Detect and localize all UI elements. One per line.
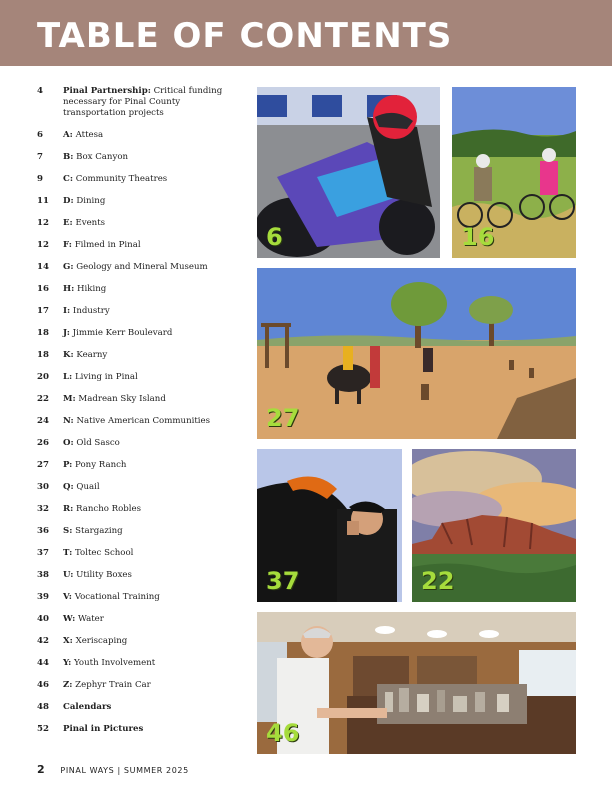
toc-label: M: <box>63 394 76 404</box>
toc-label: J: <box>63 328 70 338</box>
toc-entry[interactable] <box>37 592 243 603</box>
toc-page: 7 <box>37 152 43 162</box>
toc-entry[interactable] <box>37 636 243 647</box>
toc-page: 17 <box>37 306 49 316</box>
toc-text: Madrean Sky Island <box>75 394 166 404</box>
toc-page: 44 <box>37 658 49 668</box>
toc-entry[interactable] <box>37 702 243 713</box>
toc-entry[interactable] <box>37 724 243 735</box>
toc-page: 20 <box>37 372 49 382</box>
toc-page: 40 <box>37 614 49 624</box>
toc-text: Rancho Robles <box>73 504 142 514</box>
toc-entry[interactable] <box>37 614 243 625</box>
toc-entry[interactable] <box>37 86 243 119</box>
page-title: TABLE OF CONTENTS <box>37 16 453 56</box>
photo-mountain <box>412 449 576 602</box>
toc-page: 27 <box>37 460 49 470</box>
footer-publication: PINAL WAYS | SUMMER 2025 <box>60 766 189 775</box>
toc-entry[interactable] <box>37 350 243 361</box>
toc-label: A: <box>63 130 73 140</box>
toc-text: Utility Boxes <box>73 570 132 580</box>
page-footer <box>37 763 189 776</box>
toc-text: Living in Pinal <box>72 372 138 382</box>
toc-label: I: <box>63 306 71 316</box>
toc-entry[interactable] <box>37 196 243 207</box>
toc-page: 11 <box>37 196 49 206</box>
toc-label: V: <box>63 592 72 602</box>
toc-text: Youth Involvement <box>71 658 156 668</box>
toc-page: 4 <box>37 86 43 96</box>
toc-entry[interactable] <box>37 416 243 427</box>
photo-pony-ranch <box>257 268 576 439</box>
toc-label: N: <box>63 416 74 426</box>
toc-entry[interactable] <box>37 284 243 295</box>
toc-label: W: <box>63 614 76 624</box>
toc-entry[interactable] <box>37 328 243 339</box>
toc-label: Q: <box>63 482 74 492</box>
toc-text: Stargazing <box>72 526 123 536</box>
photo-train-car <box>257 612 576 754</box>
footer-page-number: 2 <box>37 763 46 776</box>
toc-label: Pinal Partnership: <box>63 86 151 96</box>
toc-entry[interactable] <box>37 306 243 317</box>
motorcycle-image <box>257 87 440 258</box>
toc-entry[interactable] <box>37 482 243 493</box>
toc-page: 9 <box>37 174 43 184</box>
page-number-badge: 37 <box>266 567 300 595</box>
toc-text: Water <box>75 614 104 624</box>
toc-text: Zephyr Train Car <box>72 680 151 690</box>
toc-entry[interactable] <box>37 526 243 537</box>
toc-label: P: <box>63 460 73 470</box>
toc-label: C: <box>63 174 74 184</box>
toc-label: F: <box>63 240 72 250</box>
toc-label: X: <box>63 636 73 646</box>
toc-text: Jimmie Kerr Boulevard <box>69 328 173 338</box>
train-car-image <box>257 612 576 754</box>
toc-text: Attesa <box>72 130 104 140</box>
page-number-badge: 6 <box>266 223 283 251</box>
toc-entry[interactable] <box>37 658 243 669</box>
toc-page: 18 <box>37 328 49 338</box>
toc-label: S: <box>63 526 73 536</box>
toc-label: G: <box>63 262 74 272</box>
toc-label: T: <box>63 548 73 558</box>
toc-entry[interactable] <box>37 130 243 141</box>
page-number-badge: 22 <box>421 567 455 595</box>
toc-entry[interactable] <box>37 394 243 405</box>
toc-entry[interactable] <box>37 262 243 273</box>
toc-entry[interactable] <box>37 504 243 515</box>
page-number-badge: 27 <box>266 404 300 432</box>
toc-page: 39 <box>37 592 49 602</box>
toc-label: E: <box>63 218 73 228</box>
toc-text: Kearny <box>73 350 108 360</box>
toc-text: Events <box>72 218 106 228</box>
toc-text: Pony Ranch <box>72 460 127 470</box>
toc-entry[interactable] <box>37 372 243 383</box>
toc-label: Y: <box>63 658 72 668</box>
toc-page: 32 <box>37 504 49 514</box>
toc-entry[interactable] <box>37 548 243 559</box>
header-banner <box>0 0 612 66</box>
toc-page: 30 <box>37 482 49 492</box>
toc-label: Calendars <box>63 702 112 712</box>
toc-page: 12 <box>37 240 49 250</box>
toc-label: K: <box>63 350 74 360</box>
pony-ranch-image <box>257 268 576 439</box>
page-number-badge: 16 <box>461 223 495 251</box>
toc-page: 52 <box>37 724 49 734</box>
toc-page: 26 <box>37 438 49 448</box>
toc-text: Hiking <box>74 284 107 294</box>
toc-label: D: <box>63 196 74 206</box>
toc-page: 48 <box>37 702 49 712</box>
toc-page: 42 <box>37 636 49 646</box>
toc-text: Critical funding necessary for Pinal County transportation projects <box>63 86 223 118</box>
toc-text: Filmed in Pinal <box>71 240 141 250</box>
toc-page: 6 <box>37 130 43 140</box>
toc-entry[interactable] <box>37 240 243 251</box>
toc-page: 36 <box>37 526 49 536</box>
page-number-badge: 46 <box>266 719 300 747</box>
toc-entry[interactable] <box>37 680 243 691</box>
toc-label: L: <box>63 372 73 382</box>
toc-entry[interactable] <box>37 174 243 185</box>
toc-label: Z: <box>63 680 73 690</box>
toc-text: Xeriscaping <box>72 636 128 646</box>
toc-page: 22 <box>37 394 49 404</box>
toc-text: Vocational Training <box>71 592 160 602</box>
table-of-contents <box>37 86 243 746</box>
photo-hiking <box>452 87 576 258</box>
photo-stargazing <box>257 449 402 602</box>
toc-page: 38 <box>37 570 49 580</box>
toc-entry[interactable] <box>37 570 243 581</box>
toc-text: Quail <box>73 482 100 492</box>
toc-label: Pinal in Pictures <box>63 724 144 734</box>
toc-page: 16 <box>37 284 49 294</box>
toc-label: U: <box>63 570 74 580</box>
toc-text: Old Sasco <box>73 438 120 448</box>
toc-page: 12 <box>37 218 49 228</box>
toc-text: Geology and Mineral Museum <box>73 262 208 272</box>
toc-text: Industry <box>70 306 110 316</box>
toc-page: 24 <box>37 416 49 426</box>
toc-page: 46 <box>37 680 49 690</box>
toc-text: Box Canyon <box>73 152 129 162</box>
toc-label: R: <box>63 504 74 514</box>
toc-label: B: <box>63 152 74 162</box>
toc-label: H: <box>63 284 75 294</box>
toc-text: Dining <box>73 196 106 206</box>
toc-entry[interactable] <box>37 460 243 471</box>
photo-motorcycle <box>257 87 440 258</box>
toc-text: Toltec School <box>72 548 134 558</box>
toc-label: O: <box>63 438 74 448</box>
toc-text: Community Theatres <box>73 174 168 184</box>
toc-entry[interactable] <box>37 152 243 163</box>
toc-entry[interactable] <box>37 438 243 449</box>
toc-page: 14 <box>37 262 49 272</box>
toc-entry[interactable] <box>37 218 243 229</box>
toc-page: 18 <box>37 350 49 360</box>
toc-page: 37 <box>37 548 49 558</box>
toc-text: Native American Communities <box>73 416 211 426</box>
